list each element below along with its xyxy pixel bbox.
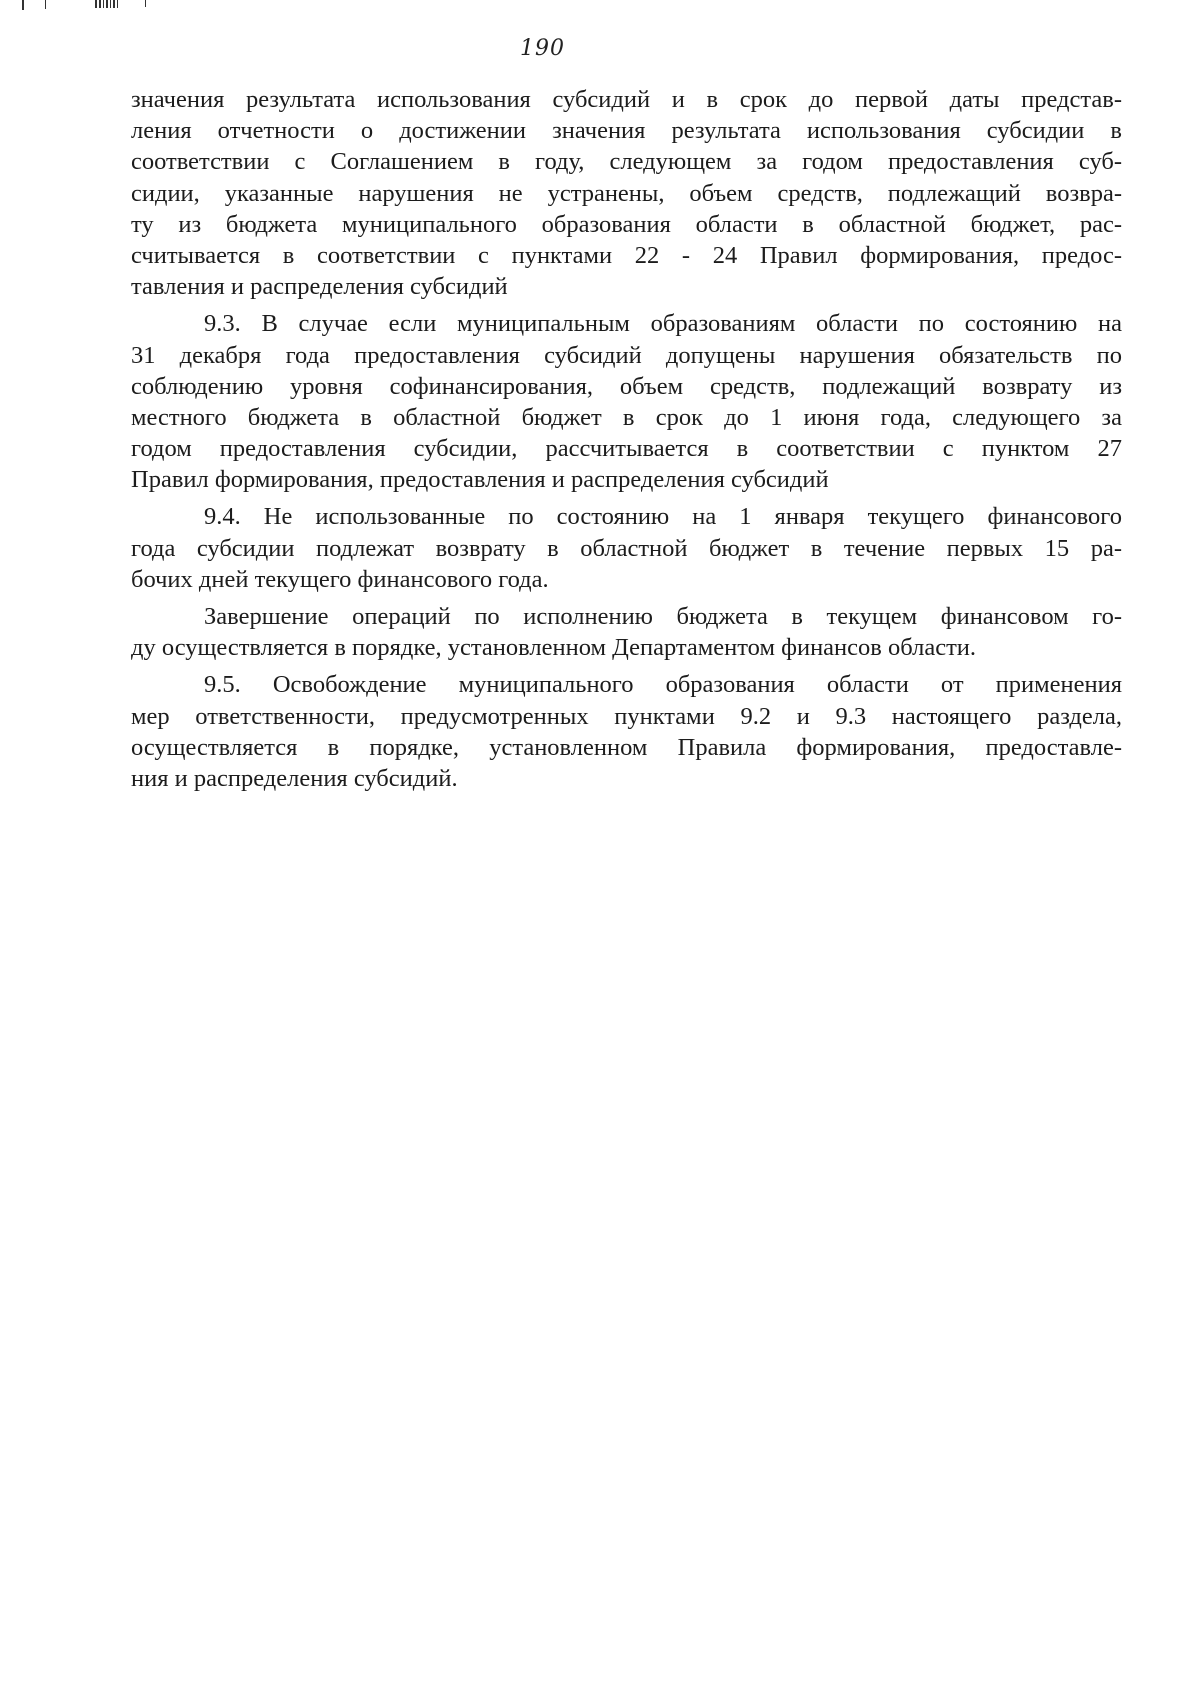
paragraph <box>131 308 1122 495</box>
text-line: осуществляется в порядке, установленном Правила формирования, предоставле- <box>131 733 1122 761</box>
text-line: тавления и распределения субсидий <box>131 273 508 301</box>
document-body <box>131 84 1122 794</box>
text-line: года субсидии подлежат возврату в областной бюджет в течение первых 15 ра- <box>131 534 1122 562</box>
text-line: годом предоставления субсидии, рассчитывается в соответствии с пунктом 27 <box>131 435 1122 463</box>
text-line: ту из бюджета муниципального образования области в областной бюджет, рас- <box>131 210 1122 238</box>
paragraph <box>131 601 1122 663</box>
text-line: 9.3. В случае если муниципальным образованиям области по состоянию на <box>204 310 1122 338</box>
text-line: 31 декабря года предоставления субсидий допущены нарушения обязательств по <box>131 341 1122 369</box>
text-line: мер ответственности, предусмотренных пунктами 9.2 и 9.3 настоящего раздела, <box>131 702 1122 730</box>
text-line: Правил формирования, предоставления и распределения субсидий <box>131 466 829 494</box>
text-line: ду осуществляется в порядке, установленном Департаментом финансов области. <box>131 634 977 662</box>
text-line: значения результата использования субсидий и в срок до первой даты представ- <box>131 86 1122 113</box>
text-line: сидии, указанные нарушения не устранены, объем средств, подлежащий возвра- <box>131 179 1122 207</box>
text-line: соответствии с Соглашением в году, следующем за годом предоставления суб- <box>131 148 1122 176</box>
text-line: ния и распределения субсидий. <box>131 764 458 792</box>
paragraph <box>131 669 1122 794</box>
scan-edge-marks <box>0 0 160 14</box>
page-number: 190 <box>520 36 565 61</box>
text-line: местного бюджета в областной бюджет в срок до 1 июня года, следующего за <box>131 403 1122 431</box>
text-line: ления отчетности о достижении значения результата использования субсидии в <box>131 117 1122 145</box>
text-line: соблюдению уровня софинансирования, объем средств, подлежащий возврату из <box>131 372 1122 400</box>
text-line: Завершение операций по исполнению бюджета в текущем финансовом го- <box>204 603 1122 630</box>
paragraph <box>131 501 1122 595</box>
paragraph <box>131 84 1122 302</box>
text-line: 9.4. Не использованные по состоянию на 1 января текущего финансового <box>204 503 1122 531</box>
text-line: считывается в соответствии с пунктами 22 - 24 Правил формирования, предос- <box>131 241 1122 269</box>
text-line: 9.5. Освобождение муниципального образования области от применения <box>204 671 1122 699</box>
text-line: бочих дней текущего финансового года. <box>131 565 549 593</box>
